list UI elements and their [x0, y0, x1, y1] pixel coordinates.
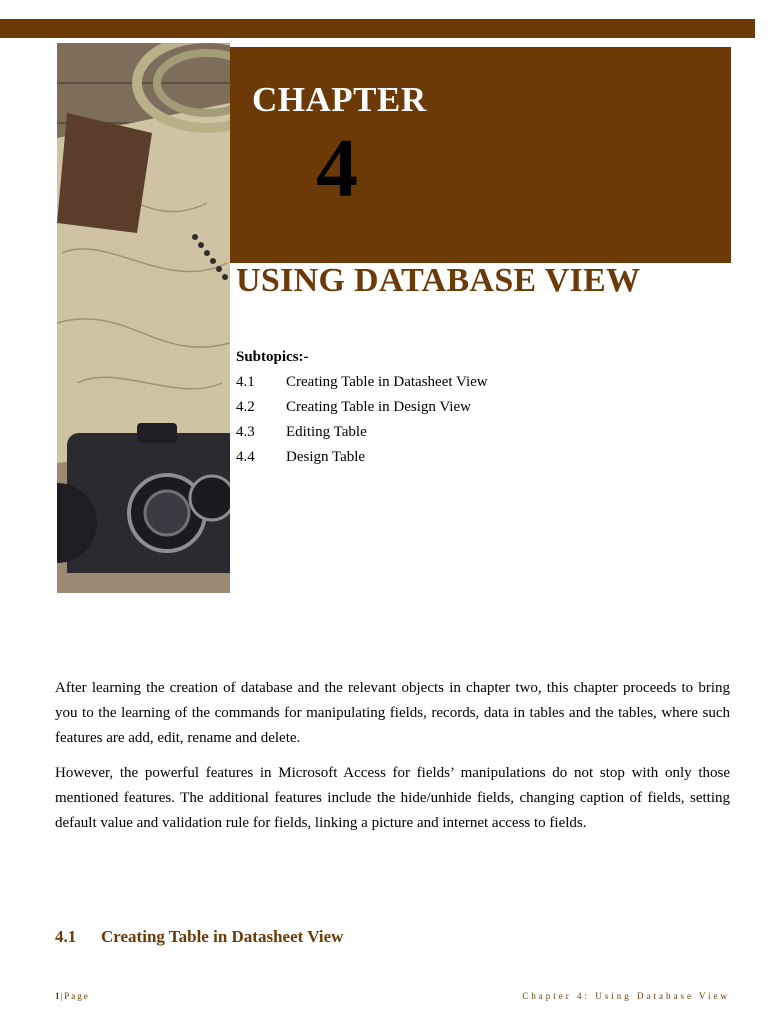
section-heading — [55, 927, 343, 947]
chapter-banner — [230, 47, 731, 263]
subtopic-text: Design Table — [286, 449, 366, 465]
page-footer-number — [55, 991, 90, 1001]
chapter-title: USING DATABASE VIEW — [236, 262, 641, 299]
chapter-label: CHAPTER — [252, 80, 427, 119]
subtopic-number: 4.2 — [236, 399, 255, 415]
cover-photo-illustration — [57, 43, 230, 593]
subtopic-text: Creating Table in Design View — [286, 399, 471, 415]
subtopic-text: Editing Table — [286, 424, 367, 440]
intro-paragraph: After learning the creation of database and the relevant objects in chapter two, this chapter proceeds to bring you to the learning of the commands for manipulating fields, records, data in tables and the tables, where such features are add, edit, rename and delete. — [55, 680, 730, 746]
subtopic-number: 4.3 — [236, 424, 255, 440]
page-label: |Page — [60, 991, 90, 1001]
running-title: Chapter 4: Using Database View — [522, 991, 730, 1001]
cover-photo — [57, 43, 230, 593]
features-paragraph: However, the powerful features in Microsoft Access for fields’ manipulations do not stop with only those mentioned features. The additional features include the hide/unhide fields, changing caption of fields, setting default value and validation rule for fields, linking a picture and internet access to fields. — [55, 765, 730, 831]
chapter-number: 4 — [316, 122, 358, 215]
section-number: 4.1 — [55, 927, 77, 946]
subtopic-text: Creating Table in Datasheet View — [286, 374, 488, 390]
subtopic-number: 4.4 — [236, 449, 255, 465]
section-title: Creating Table in Datasheet View — [101, 927, 344, 946]
subtopic-number: 4.1 — [236, 374, 255, 390]
top-accent-bar — [0, 19, 755, 38]
page-number: 1 — [55, 991, 61, 1001]
subtopics-heading: Subtopics:- — [236, 349, 309, 365]
